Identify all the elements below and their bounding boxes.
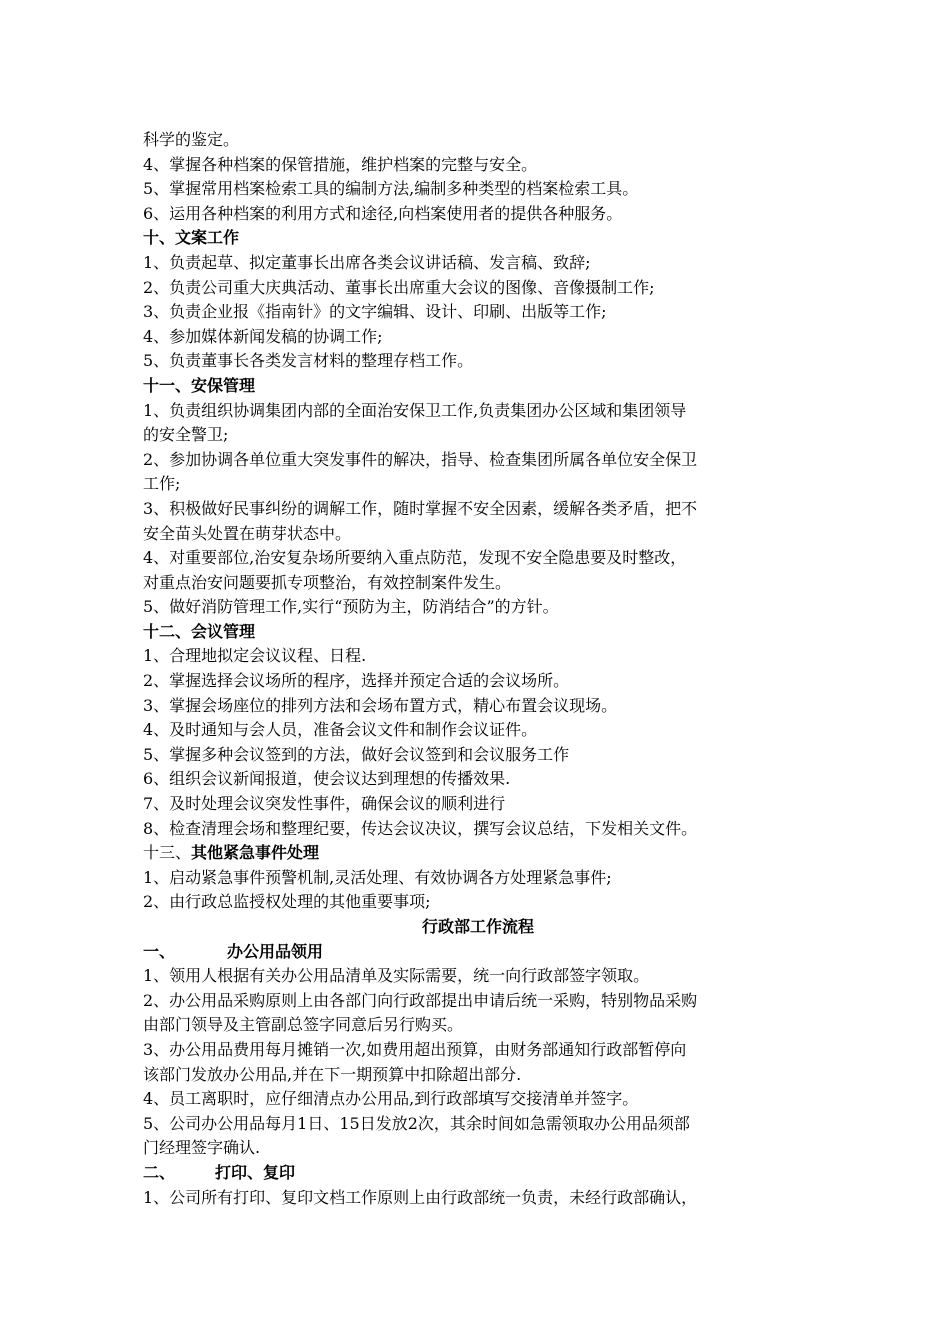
list-item-continuation: 该部门发放办公用品,并在下一期预算中扣除超出部分. <box>143 1064 522 1084</box>
section-heading: 十二、会议管理 <box>143 621 256 641</box>
list-item: 6、组织会议新闻报道，使会议达到理想的传播效果. <box>143 769 511 789</box>
list-item: 1、合理地拟定会议议程、日程. <box>143 646 367 666</box>
part-heading <box>143 940 813 965</box>
list-item: 1、负责起草、拟定董事长出席各类会议讲话稿、发言稿、致辞; <box>143 252 591 272</box>
list-item: 3、负责企业报《指南针》的文字编辑、设计、印刷、出版等工作; <box>143 302 607 322</box>
list-item-continuation: 对重点治安问题要抓专项整治，有效控制案件发生。 <box>143 572 512 592</box>
list-item-continuation: 由部门领导及主管副总签字同意后另行购买。 <box>143 1015 464 1035</box>
section-heading <box>143 841 813 866</box>
list-item-continuation: 门经理签字确认. <box>143 1138 261 1158</box>
list-item: 4、及时通知与会人员，准备会议文件和制作会议证件。 <box>143 720 538 740</box>
list-item: 5、负责董事长各类发言材料的整理存档工作。 <box>143 351 474 371</box>
list-item: 5、公司办公用品每月1日、15日发放2次，其余时间如急需领取办公用品须部 <box>143 1113 690 1133</box>
list-item-continuation: 的安全警卫; <box>143 425 229 445</box>
document-page <box>143 128 813 1210</box>
section-number: 十三、 <box>143 843 192 863</box>
list-item: 2、办公用品采购原则上由各部门向行政部提出申请后统一采购，特别物品采购 <box>143 990 698 1010</box>
list-item: 4、员工离职时，应仔细清点办公用品,到行政部填写交接清单并签字。 <box>143 1089 639 1109</box>
part-title: 打印、复印 <box>215 1162 296 1182</box>
list-item: 4、对重要部位,治安复杂场所要纳入重点防范，发现不安全隐患要及时整改， <box>143 548 687 568</box>
list-item: 3、积极做好民事纠纷的调解工作，随时掌握不安全因素，缓解各类矛盾，把不 <box>143 498 698 518</box>
list-item: 5、掌握多种会议签到的方法，做好会议签到和会议服务工作 <box>143 744 570 764</box>
text-line: 4、掌握各种档案的保管措施，维护档案的完整与安全。 <box>143 154 538 174</box>
list-item: 8、检查清理会场和整理纪要，传达会议决议，撰写会议总结，下发相关文件。 <box>143 818 698 838</box>
section-title: 其他紧急事件处理 <box>191 843 320 863</box>
part-heading <box>143 1161 813 1186</box>
list-item: 7、及时处理会议突发性事件，确保会议的顺利进行 <box>143 794 506 814</box>
text-line: 5、掌握常用档案检索工具的编制方法,编制多种类型的档案检索工具。 <box>143 179 639 199</box>
list-item: 5、做好消防管理工作,实行“预防为主，防消结合”的方针。 <box>143 597 559 617</box>
flow-title: 行政部工作流程 <box>421 917 534 936</box>
list-item: 3、办公用品费用每月摊销一次,如费用超出预算，由财务部通知行政部暂停向 <box>143 1039 687 1059</box>
list-item: 3、掌握会场座位的排列方法和会场布置方式，精心布置会议现场。 <box>143 695 618 715</box>
list-item: 1、负责组织协调集团内部的全面治安保卫工作,负责集团办公区域和集团领导 <box>143 400 687 420</box>
list-item: 1、公司所有打印、复印文档工作原则上由行政部统一负责，未经行政部确认， <box>143 1187 698 1207</box>
part-number: 二、 <box>143 1162 176 1182</box>
list-item: 2、掌握选择会议场所的程序，选择并预定合适的会议场所。 <box>143 671 570 691</box>
section-heading: 十、文案工作 <box>143 228 240 248</box>
list-item-continuation: 安全苗头处置在萌芽状态中。 <box>143 523 352 543</box>
text-line: 6、运用各种档案的利用方式和途径,向档案使用者的提供各种服务。 <box>143 203 623 223</box>
list-item: 4、参加媒体新闻发稿的协调工作; <box>143 326 383 346</box>
list-item: 2、负责公司重大庆典活动、董事长出席重大会议的图像、音像摄制工作; <box>143 277 655 297</box>
list-item: 1、启动紧急事件预警机制,灵活处理、有效协调各方处理紧急事件; <box>143 867 612 887</box>
text-line: 科学的鉴定。 <box>143 130 240 149</box>
list-item: 2、由行政总监授权处理的其他重要事项; <box>143 892 431 912</box>
section-heading: 十一、安保管理 <box>143 375 256 395</box>
part-title: 办公用品领用 <box>227 941 324 961</box>
list-item: 2、参加协调各单位重大突发事件的解决，指导、检查集团所属各单位安全保卫 <box>143 449 698 469</box>
list-item-continuation: 工作; <box>143 474 181 494</box>
part-number: 一、 <box>143 941 176 961</box>
list-item: 1、领用人根据有关办公用品清单及实际需要，统一向行政部签字领取。 <box>143 966 650 986</box>
